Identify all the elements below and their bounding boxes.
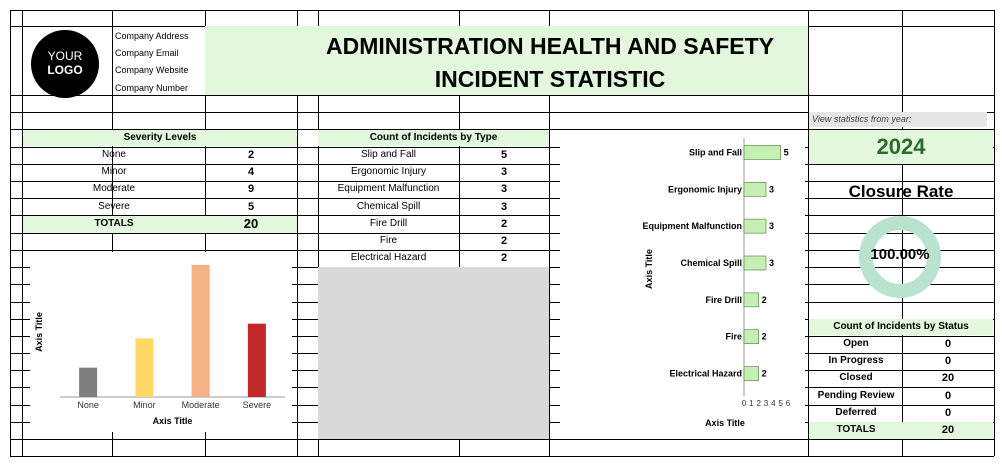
year-selector[interactable]: 2024 xyxy=(809,130,993,164)
status-row-value: 0 xyxy=(944,389,952,402)
incident-type-row-label: Chemical Spill xyxy=(356,200,421,212)
incident-type-row-value: 3 xyxy=(500,200,508,213)
incident-type-category-label: Chemical Spill xyxy=(680,258,742,268)
incident-type-row-value: 2 xyxy=(500,217,508,230)
incident-type-row-label: Fire xyxy=(379,235,398,246)
incident-type-category-label: Electrical Hazard xyxy=(669,368,742,379)
x-tick-label: 0 xyxy=(741,399,747,408)
incident-type-row-value: 5 xyxy=(500,149,508,161)
severity-row-label: Moderate xyxy=(92,183,136,195)
status-row-value: 0 xyxy=(944,355,952,368)
company-logo xyxy=(31,30,99,98)
severity-bar xyxy=(135,338,153,397)
incident-type-row-value: 3 xyxy=(500,166,508,179)
incident-type-row-value: 3 xyxy=(500,183,508,196)
incident-type-bar xyxy=(744,145,781,159)
incident-type-bar xyxy=(744,219,766,233)
incident-type-row-value: 2 xyxy=(500,252,508,265)
status-row-label: Closed xyxy=(839,372,873,384)
severity-row-value: 2 xyxy=(247,149,255,161)
status-row-label: Pending Review xyxy=(817,389,895,401)
severity-bar xyxy=(192,265,210,397)
severity-row-value: 9 xyxy=(247,183,255,196)
title-line1: ADMINISTRATION HEALTH AND SAFETY xyxy=(325,33,775,59)
grid-col-line xyxy=(994,10,995,456)
severity-row-value: 5 xyxy=(247,200,255,213)
severity-totals-label: TOTALS xyxy=(94,218,134,229)
incident-type-row-label: Equipment Malfunction xyxy=(337,183,440,195)
severity-bar-chart xyxy=(30,252,292,432)
chart-background xyxy=(560,134,805,434)
grid-col-line xyxy=(10,10,11,456)
year-label: View statistics from year: xyxy=(812,114,912,124)
logo-text-line1: YOUR xyxy=(47,49,83,63)
severity-bar xyxy=(79,368,97,397)
severity-totals-row xyxy=(23,216,297,233)
severity-row-value: 4 xyxy=(247,166,255,179)
page-title xyxy=(300,30,800,96)
company-number: Company Number xyxy=(115,83,189,93)
x-axis-title: Axis Title xyxy=(705,418,745,428)
y-axis-title: Axis Title xyxy=(644,249,654,289)
severity-bar xyxy=(248,324,266,397)
incident-type-category-label: Ergonomic Injury xyxy=(667,184,742,195)
incident-type-row-label: Ergonomic Injury xyxy=(350,166,427,178)
title-line2: INCIDENT STATISTIC xyxy=(434,66,666,92)
incident-type-data-label: 3 xyxy=(769,221,775,232)
status-header: Count of Incidents by Status xyxy=(809,319,993,335)
x-tick-label: 1 xyxy=(749,399,754,408)
incident-type-row-label: Slip and Fall xyxy=(360,149,417,160)
incident-type-row-label: Fire Drill xyxy=(369,217,408,229)
status-row-value: 20 xyxy=(941,372,955,385)
severity-row-label: Minor xyxy=(101,166,127,178)
incident-type-bar xyxy=(744,330,759,344)
incident-type-bar xyxy=(744,293,759,307)
x-tick-label: 5 xyxy=(778,399,783,408)
status-totals-row xyxy=(809,422,993,439)
incident-type-category-label: Equipment Malfunction xyxy=(642,221,742,232)
y-axis-title: Axis Title xyxy=(34,312,44,352)
severity-totals-value: 20 xyxy=(243,216,259,231)
status-totals-value: 20 xyxy=(941,424,955,436)
closure-rate-title: Closure Rate xyxy=(848,182,954,201)
incident-type-row-label: Electrical Hazard xyxy=(350,252,427,264)
status-row-label: Open xyxy=(843,338,869,349)
status-row-label: In Progress xyxy=(828,355,884,367)
incident-type-data-label: 3 xyxy=(769,258,775,268)
status-row-label: Deferred xyxy=(835,406,877,418)
severity-x-tick-label: Moderate xyxy=(181,400,220,410)
status-totals-label: TOTALS xyxy=(836,424,876,435)
status-row-value: 0 xyxy=(944,338,952,350)
company-email: Company Email xyxy=(115,48,179,58)
status-row-value: 0 xyxy=(944,406,952,419)
company-website: Company Website xyxy=(115,65,189,75)
grid-col-line xyxy=(22,10,23,456)
incident-type-row-value: 2 xyxy=(500,235,508,247)
x-axis-title: Axis Title xyxy=(152,416,193,426)
grid-row-line xyxy=(10,10,994,11)
x-tick-label: 4 xyxy=(771,399,776,408)
incident-type-category-label: Fire xyxy=(725,331,742,342)
grid-row-line xyxy=(10,456,994,457)
company-address: Company Address xyxy=(115,31,189,41)
severity-row-label: None xyxy=(102,149,126,160)
empty-area xyxy=(318,267,549,439)
incident-type-bar xyxy=(744,182,766,196)
severity-x-tick-label: Minor xyxy=(133,400,156,410)
logo-text-line2: LOGO xyxy=(47,63,83,77)
grid-row-line xyxy=(10,439,994,440)
x-tick-label: 2 xyxy=(756,399,761,408)
severity-x-tick-label: None xyxy=(77,400,99,410)
incident-type-data-label: 2 xyxy=(761,368,767,379)
incident-type-category-label: Slip and Fall xyxy=(688,147,742,158)
severity-x-tick-label: Severe xyxy=(242,400,272,410)
incident-type-bar-chart xyxy=(560,134,805,434)
incident-type-data-label: 2 xyxy=(761,294,767,305)
severity-row-label: Severe xyxy=(98,200,130,212)
incident-type-data-label: 5 xyxy=(783,147,789,158)
severity-header: Severity Levels xyxy=(23,130,297,146)
incident-type-bar xyxy=(744,367,759,381)
incident-type-data-label: 2 xyxy=(761,331,767,342)
x-tick-label: 6 xyxy=(785,399,791,408)
closure-rate-value: 100.00% xyxy=(870,246,930,263)
incident-type-category-label: Fire Drill xyxy=(705,294,742,305)
incident-type-bar xyxy=(744,256,766,270)
x-tick-label: 3 xyxy=(763,399,769,408)
incident-type-data-label: 3 xyxy=(769,184,775,195)
incident-type-header: Count of Incidents by Type xyxy=(318,130,549,146)
